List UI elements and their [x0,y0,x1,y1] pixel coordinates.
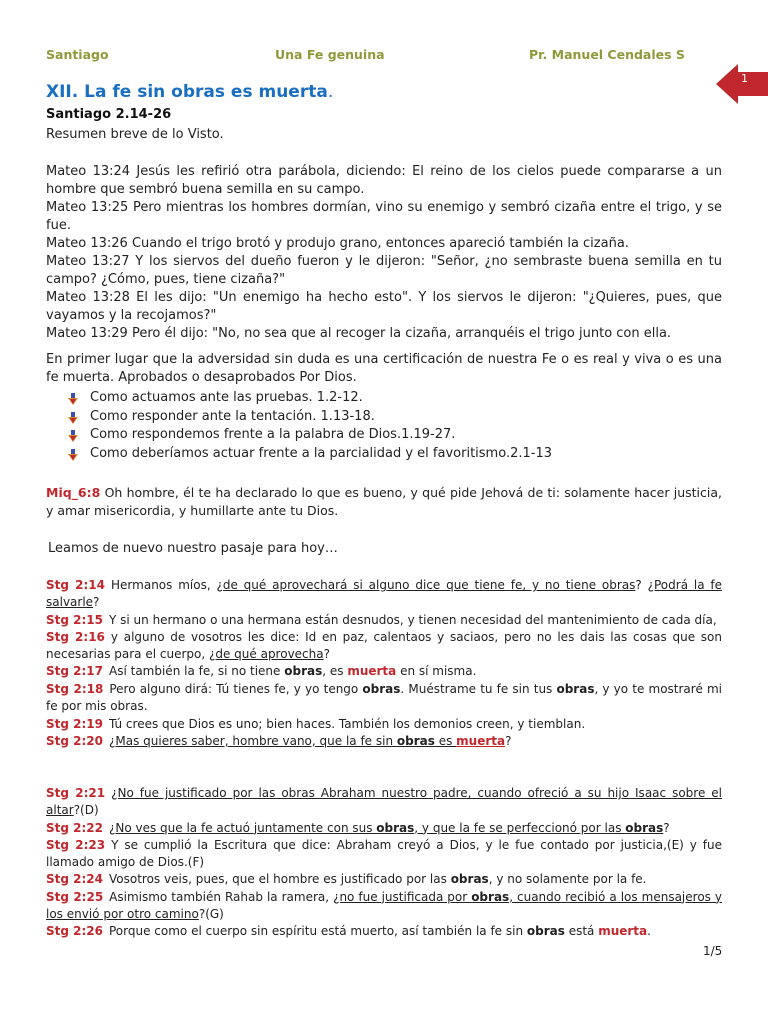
verse-text: obras [526,924,565,939]
verse-line [46,871,722,888]
matthew-verse: Mateo 13:26 Cuando el trigo brotó y produjo grano, entonces apareció también la cizaña. [46,236,629,251]
matthew-verse: Mateo 13:24 Jesús les refirió otra parábola, diciendo: El reino de los cielos puede compararse a un hombre que sembró buena semilla en su campo. [46,164,722,197]
matthew-verse: Mateo 13:28 El les dijo: "Un enemigo ha hecho esto". Y los siervos le dijeron: "¿Quieres, pues, que vayamos y la recojamos?" [46,290,722,323]
verse-line [46,733,722,750]
verse-text: obras [376,820,415,835]
list-item [66,445,552,464]
verse-text: ¿de qué aprovecha [208,647,324,662]
verse-text: en sí misma. [396,664,477,679]
verse-text: muerta [347,664,397,679]
intro-text: En primer lugar que la adversidad sin duda es una certificación de nuestra Fe o es real y viva o es una fe muerta. Aprobados o desaprobados Por Dios. [46,352,722,385]
header-left: Santiago [46,47,109,62]
title-dot: . [327,82,334,102]
verse-text: ¿Mas quieres saber, hombre vano, que la fe sin [109,733,397,748]
verse-line [46,837,722,872]
verse-text: ?(D) [73,803,99,818]
verse-text: obras [284,664,323,679]
verse-reference: Miq_6:8 [46,485,101,500]
verse-text: , y yo te mostraré mi fe por mis obras. [46,682,723,714]
bullet-arrow-icon [68,393,78,405]
scripture-reference: Santiago 2.14-26 [46,107,172,122]
matthew-verse: Mateo 13:27 Y los siervos del dueño fueron y le dijeron: "Señor, ¿no sembraste buena semilla en tu campo? ¿Cómo, pues, tiene cizaña?" [46,254,722,287]
intro-paragraph [46,351,722,387]
page-count: 1/5 [703,944,723,958]
james-passage [46,577,722,681]
verse-text: muerta [598,924,648,939]
verse-text: ¿no fue justificada por [333,889,472,904]
verse-reference: Stg 2:15 [46,612,103,627]
verse-line [46,681,722,716]
verse-text: está [564,924,599,939]
micah-verse [46,484,722,520]
verse-text: , cuando recibió a los mensajeros y los envió por otro camino [46,889,722,922]
matthew-passage [46,163,722,343]
list-item-text: Como actuamos ante las pruebas. 1.2-12. [90,390,363,405]
page-title [46,82,333,102]
verse-reference: Stg 2:17 [46,664,103,679]
verse-text: Así también la fe, si no tiene [109,664,285,679]
summary-heading: Resumen breve de lo Visto. [46,127,224,142]
verse-reference: Stg 2:23 [46,837,106,852]
verse-text: obras [471,889,510,904]
title-text: XII. La fe sin obras es muerta [46,82,328,102]
verse-text: es [434,733,457,748]
topic-list [66,389,552,463]
verse-reference: Stg 2:16 [46,629,105,644]
verse-text: ¿No ves que la fe actuó juntamente con sus [109,820,377,835]
verse-text: obras [556,682,595,696]
verse-text: Porque como el cuerpo sin espíritu está muerto, así también la fe sin [109,924,527,939]
list-item-text: Como respondemos frente a la palabra de Dios.1.19-27. [90,427,456,442]
verse-text: Hermanos míos, [111,578,217,592]
verse-text: , y no solamente por la fe. [488,872,647,887]
verse-text: . [647,924,651,939]
bullet-arrow-icon [68,412,78,424]
james-passage [46,785,722,941]
bullet-arrow-icon [68,449,78,461]
verse-text: obras [450,872,489,887]
verse-text: . Muéstrame tu fe sin tus [400,682,557,696]
verse-reference: Stg 2:18 [46,682,104,696]
verse-text: , es [322,664,348,679]
verse-line [46,820,722,837]
verse-text: muerta [456,733,506,748]
verse-text: ? [93,595,100,610]
verse-reference: Stg 2:22 [46,820,103,835]
list-item [66,389,552,408]
verse-text: Asimismo también Rahab la ramera, [109,889,334,904]
verse-line [46,612,722,629]
verse-reference: Stg 2:19 [46,716,103,731]
verse-reference: Stg 2:24 [46,872,103,887]
header-center: Una Fe genuina [275,47,385,62]
verse-text: obras [396,733,435,748]
list-item-text: Como deberíamos actuar frente a la parcialidad y el favoritismo.2.1-13 [90,445,552,461]
verse-text: ? [663,820,670,835]
verse-reference: Stg 2:21 [46,786,106,800]
verse-text: Y si un hermano o una hermana están desnudos, y tienen necesidad del mantenimiento de cada día, [109,612,717,627]
verse-text: ¿No fue justificado por las obras Abraham nuestro padre, cuando ofreció a su hijo Isaac sobre el altar [46,786,723,818]
verse-text: ¿de qué aprovechará si alguno dice que tiene fe, y no tiene obras [216,578,636,592]
verse-line [46,577,722,612]
verse-text: ? [505,733,512,748]
verse-text: Y se cumplió la Escritura que dice: Abraham creyó a Dios, y le fue contado por justicia,(E) y fue llamado amigo de Dios.(F) [46,837,722,870]
list-item [66,408,552,427]
verse-text: , y que la fe se perfeccionó por las [414,820,626,835]
matthew-verse: Mateo 13:25 Pero mientras los hombres dormían, vino su enemigo y sembró cizaña entre el trigo, y se fue. [46,200,722,233]
header-right: Pr. Manuel Cendales S [529,47,685,62]
verse-line [46,889,722,924]
verse-text: y alguno de vosotros les dice: Id en paz, calentaos y saciaos, pero no les dais las cosas que son necesarias para el cuerpo, [46,629,722,662]
verse-text: Vosotros veis, pues, que el hombre es justificado por las [109,872,451,887]
verse-text: Oh hombre, él te ha declarado lo que es bueno, y qué pide Jehová de ti: solamente hacer justicia, y amar misericordia, y humillarte ante tu Dios. [46,485,722,518]
bullet-arrow-icon [68,430,78,442]
verse-line [46,923,722,940]
verse-line [46,785,722,820]
verse-line [46,629,722,664]
verse-text: Tú crees que Dios es uno; bien haces. También los demonios creen, y tiemblan. [109,716,586,731]
verse-text: ?(G) [198,907,224,922]
verse-reference: Stg 2:20 [46,733,103,748]
verse-reference: Stg 2:25 [46,889,104,904]
verse-reference: Stg 2:14 [46,578,106,592]
james-passage [46,681,722,750]
list-item [66,426,552,445]
verse-text: obras [362,682,401,696]
verse-line [46,663,722,680]
reread-line: Leamos de nuevo nuestro pasaje para hoy… [48,541,338,556]
verse-text: Pero alguno dirá: Tú tienes fe, y yo tengo [109,682,363,696]
verse-text: obras [625,820,664,835]
verse-text: ? [635,578,648,592]
page-tab-number: 1 [741,72,748,85]
list-item-text: Como responder ante la tentación. 1.13-18. [90,408,375,424]
verse-reference: Stg 2:26 [46,924,103,939]
matthew-verse: Mateo 13:29 Pero él dijo: "No, no sea que al recoger la cizaña, arranquéis el trigo junto con ella. [46,326,672,341]
verse-line [46,716,722,733]
verse-text: ? [323,647,330,662]
verse-text: ¿Podrá la fe salvarle [46,578,722,610]
